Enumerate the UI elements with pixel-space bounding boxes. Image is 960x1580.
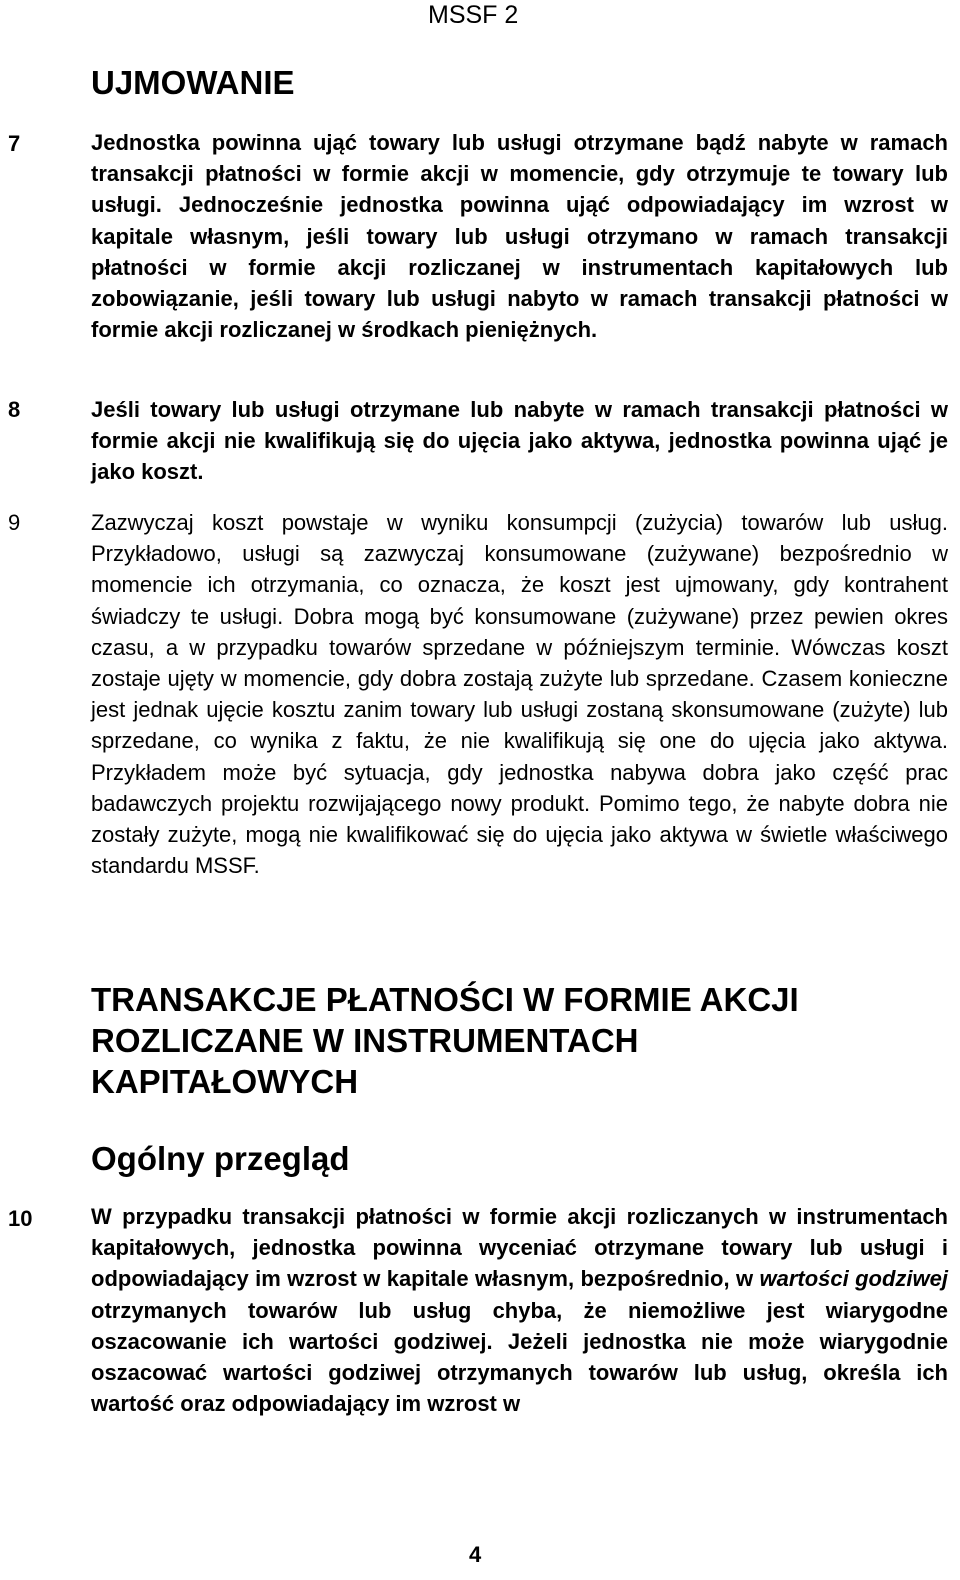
paragraph-number-7: 7 — [8, 131, 21, 156]
paragraph-number-9: 9 — [8, 510, 21, 535]
fair-value-term: wartości godziwej — [759, 1266, 948, 1292]
paragraph-10-text — [91, 1201, 948, 1419]
paragraph-number-10: 10 — [8, 1206, 33, 1231]
section-heading-equity-settled: TRANSAKCJE PŁATNOŚCI W FORMIE AKCJI ROZLICZANE W INSTRUMENTACH KAPITAŁOWYCH — [91, 981, 799, 1100]
paragraph-7-text: Jednostka powinna ująć towary lub usługi otrzymane bądź nabyte w ramach transakcji płatności w formie akcji w momencie, gdy otrzymuje te towary lub usługi. Jednocześnie jednostka powinna ująć odpowiadający im wzrost w kapitale własnym, jeśli towary lub usługi otrzymano w ramach transakcji płatności w formie akcji rozliczanej w instrumentach kapitałowych lub zobowiązanie, jeśli towary lub usługi nabyto w ramach transakcji płatności w formie akcji rozliczanej w środkach pieniężnych. — [91, 130, 948, 343]
paragraph-9-text: Zazwyczaj koszt powstaje w wyniku konsumpcji (zużycia) towarów lub usług. Przykładowo, usługi są zazwyczaj konsumowane (zużywane) bezpośrednio w momencie ich otrzymania, co oznacza, że koszt jest ujmowany, gdy kontrahent świadczy te usługi. Dobra mogą być konsumowane (zużywane) przez pewien okres czasu, a w przypadku towarów sprzedane w późniejszym terminie. Wówczas koszt zostaje ujęty w momencie, gdy dobra zostają zużyte lub sprzedane. Czasem konieczne jest jednak ujęcie kosztu zanim towary lub usługi zostaną skonsumowane (zużyte) lub sprzedane, co wynika z faktu, że nie kwalifikują się one do ujęcia jako aktywa. Przykładem może być sytuacja, gdy jednostka nabywa dobra jako część prac badawczych projektu rozwijającego nowy produkt. Pomimo tego, że nabyte dobra nie zostały zużyte, mogą nie kwalifikować się do ujęcia jako aktywa w świetle właściwego standardu MSSF. — [91, 510, 948, 879]
paragraph-10-text-before: W przypadku transakcji płatności w formie akcji rozliczanych w instrumentach kapitałowych, jednostka powinna wyceniać otrzymane towary lub usługi i odpowiadający im wzrost w kapitale własnym, bezpośrednio, w — [91, 1204, 948, 1292]
page-number: 4 — [469, 1542, 482, 1567]
subsection-heading-overview: Ogólny przegląd — [91, 1140, 350, 1177]
paragraph-number-8: 8 — [8, 397, 21, 422]
paragraph-10-text-after: otrzymanych towarów lub usług chyba, że niemożliwe jest wiarygodne oszacowanie ich wartości godziwej. Jeżeli jednostka nie może wiarygodnie oszacować wartości godziwej otrzymanych towarów lub usług, określa ich wartość oraz odpowiadający im wzrost w — [91, 1297, 948, 1417]
document-header-label: MSSF 2 — [428, 1, 519, 29]
paragraph-8-text: Jeśli towary lub usługi otrzymane lub nabyte w ramach transakcji płatności w formie akcji nie kwalifikują się do ujęcia jako aktywa, jednostka powinna ująć je jako koszt. — [91, 397, 948, 485]
section-heading-recognition: UJMOWANIE — [91, 64, 295, 101]
